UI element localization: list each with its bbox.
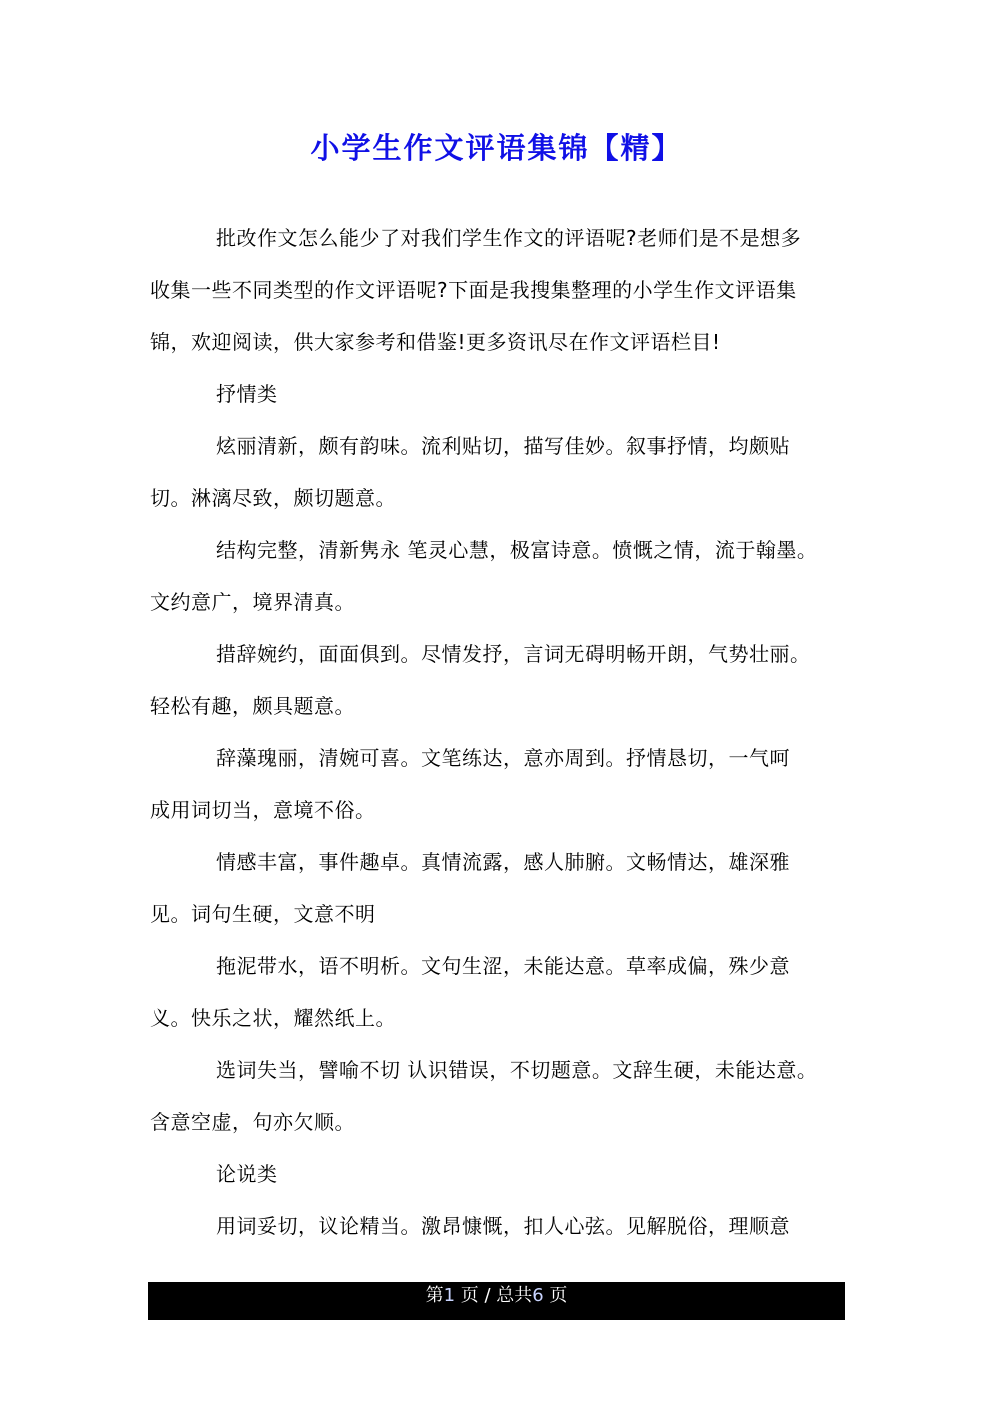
text-line: 用词妥切，议论精当。激昂慷慨，扣人心弦。见解脱俗，理顺意 <box>216 1214 790 1238</box>
text-line: 成用词切当，意境不俗。 <box>150 798 376 822</box>
text-line: 文约意广，境界清真。 <box>150 590 355 614</box>
total-pages-number: 6 <box>532 1285 544 1306</box>
text-line: 情感丰富，事件趣卓。真情流露，感人肺腑。文畅情达，雄深雅 <box>216 850 790 874</box>
document-title: 小学生作文评语集锦【精】 <box>310 131 683 165</box>
text-line: 拖泥带水，语不明析。文句生涩，未能达意。草率成偏，殊少意 <box>216 954 790 978</box>
text-line: 切。淋漓尽致，颇切题意。 <box>150 486 396 510</box>
text-line: 措辞婉约，面面俱到。尽情发抒，言词无碍明畅开朗，气势壮丽。 <box>216 642 811 666</box>
text-line: 含意空虚，句亦欠顺。 <box>150 1110 355 1134</box>
text-line: 辞藻瑰丽，清婉可喜。文笔练达，意亦周到。抒情恳切，一气呵 <box>216 746 790 770</box>
text-line: 选词失当，譬喻不切 认识错误，不切题意。文辞生硬，未能达意。 <box>216 1058 818 1082</box>
text-line: 轻松有趣，颇具题意。 <box>150 694 355 718</box>
text-line: 见。词句生硬，文意不明 <box>150 902 376 926</box>
page-indicator-mid: 页 / 总共 <box>455 1285 533 1306</box>
text-line: 义。快乐之状，耀然纸上。 <box>150 1006 396 1030</box>
text-line: 抒情类 <box>216 382 278 406</box>
text-line: 批改作文怎么能少了对我们学生作文的评语呢?老师们是不是想多 <box>216 226 802 250</box>
page-indicator-prefix: 第 <box>425 1285 444 1306</box>
document-body <box>150 216 850 1256</box>
text-line: 炫丽清新，颇有韵味。流利贴切，描写佳妙。叙事抒情，均颇贴 <box>216 434 790 458</box>
page-indicator-bar <box>148 1282 845 1320</box>
text-line: 论说类 <box>216 1162 278 1186</box>
text-line: 锦，欢迎阅读，供大家参考和借鉴!更多资讯尽在作文评语栏目! <box>150 330 721 354</box>
text-line: 收集一些不同类型的作文评语呢?下面是我搜集整理的小学生作文评语集 <box>150 278 797 302</box>
page-indicator-suffix: 页 <box>543 1285 568 1306</box>
current-page-number: 1 <box>443 1285 456 1306</box>
text-line: 结构完整，清新隽永 笔灵心慧，极富诗意。愤慨之情，流于翰墨。 <box>216 538 818 562</box>
